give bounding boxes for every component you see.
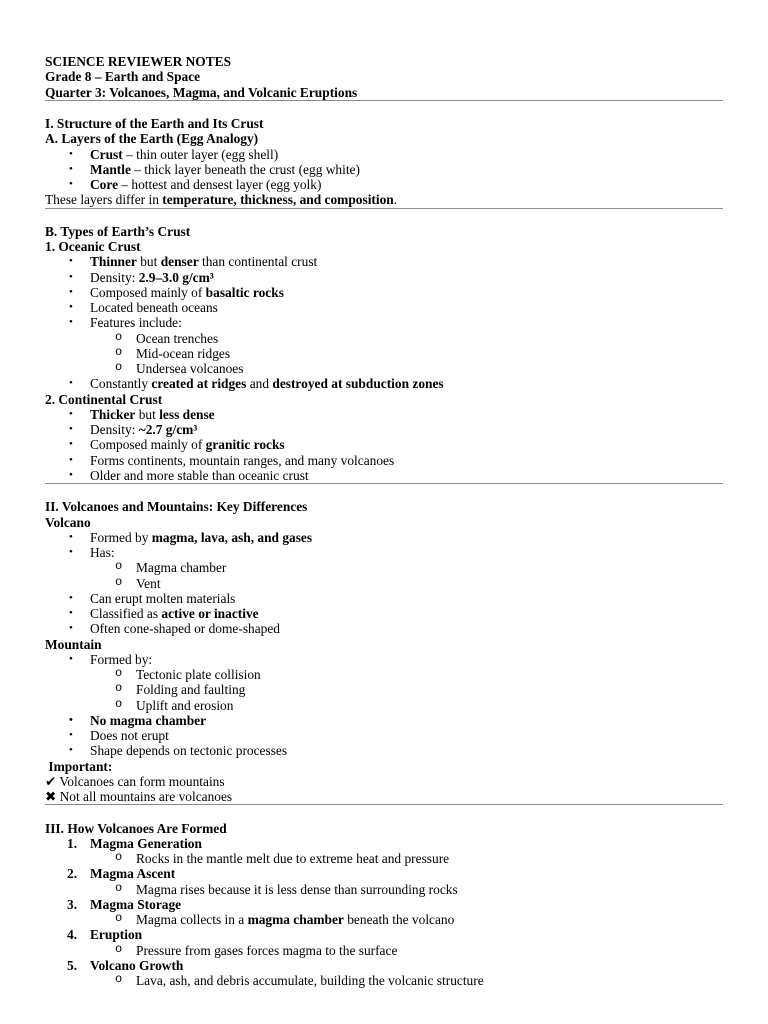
numbered-step: 2. Magma Ascent [67,866,176,882]
list-item: • Can erupt molten materials [45,591,723,606]
sub-list-item: o Vent [45,576,723,591]
step-detail: o Magma collects in a magma chamber beneath the volcano [45,912,723,927]
check-icon: ✔ [45,773,57,789]
doc-title: SCIENCE REVIEWER NOTES [45,54,232,69]
numbered-step: 3. Magma Storage [67,896,182,912]
grade-line: Grade 8 – Earth and Space [45,69,201,85]
important-line: Important: [48,758,113,774]
volcano-title: Volcano [45,514,91,530]
sub-list-item: o Folding and faulting [45,682,723,697]
list-item: • No magma chamber [45,713,723,728]
check-line: ✔ Volcanoes can form mountains [45,773,225,789]
list-item: • Often cone-shaped or dome-shaped [45,621,723,636]
list-item: • Does not erupt [45,728,723,743]
subsection-heading: B. Types of Earth’s Crust [45,223,191,239]
mountain-title: Mountain [45,636,102,652]
list-item: • Mantle – thick layer beneath the crust (egg white) [45,162,723,177]
step-detail: o Lava, ash, and debris accumulate, building the volcanic structure [45,973,723,988]
list-item: • Density: 2.9–3.0 g/cm³ [45,270,723,285]
sub-list-item: o Uplift and erosion [45,698,723,713]
list-item: • Classified as active or inactive [45,606,723,621]
list-item: • Forms continents, mountain ranges, and many volcanoes [45,453,723,468]
oceanic-crust-title: 1. Oceanic Crust [45,239,141,254]
list-item: • Formed by magma, lava, ash, and gases [45,530,723,545]
list-item: • Formed by: [45,652,723,667]
subsection-heading: A. Layers of the Earth (Egg Analogy) [45,131,259,147]
sub-list-item: o Undersea volcanoes [45,361,723,376]
list-item: • Shape depends on tectonic processes [45,743,723,758]
sub-list-item: o Magma chamber [45,560,723,575]
list-item: • Thinner but denser than continental crust [45,254,723,269]
step-detail: o Magma rises because it is less dense than surrounding rocks [45,882,723,897]
list-item: • Features include: [45,315,723,330]
list-item: • Older and more stable than oceanic crust [45,468,723,483]
list-item: • Thicker but less dense [45,407,723,422]
list-item: • Composed mainly of granitic rocks [45,437,723,452]
sub-list-item: o Ocean trenches [45,331,723,346]
quarter-line: Quarter 3: Volcanoes, Magma, and Volcanic Eruptions [45,84,358,100]
numbered-step: 4. Eruption [67,927,143,943]
continental-crust-title: 2. Continental Crust [45,391,163,407]
section-heading: I. Structure of the Earth and Its Crust [45,116,264,131]
list-item: • Core – hottest and densest layer (egg yolk) [45,177,723,192]
summary-line: These layers differ in temperature, thickness, and composition. [45,192,398,208]
list-item: • Has: [45,545,723,560]
step-detail: o Rocks in the mantle melt due to extreme heat and pressure [45,851,723,866]
section-heading: III. How Volcanoes Are Formed [45,820,227,836]
sub-list-item: o Tectonic plate collision [45,667,723,682]
numbered-step: 5. Volcano Growth [67,957,184,973]
list-item: • Density: ~2.7 g/cm³ [45,422,723,437]
numbered-step: 1. Magma Generation [67,835,202,851]
sub-list-item: o Mid-ocean ridges [45,346,723,361]
list-item: • Constantly created at ridges and destroyed at subduction zones [45,376,723,391]
step-detail: o Pressure from gases forces magma to the surface [45,943,723,958]
cross-line: ✖ Not all mountains are volcanoes [45,789,233,804]
list-item: • Crust – thin outer layer (egg shell) [45,147,723,162]
cross-icon: ✖ [45,789,57,804]
section-heading: II. Volcanoes and Mountains: Key Differences [45,499,308,515]
list-item: • Located beneath oceans [45,300,723,315]
list-item: • Composed mainly of basaltic rocks [45,285,723,300]
document-page [45,54,723,988]
